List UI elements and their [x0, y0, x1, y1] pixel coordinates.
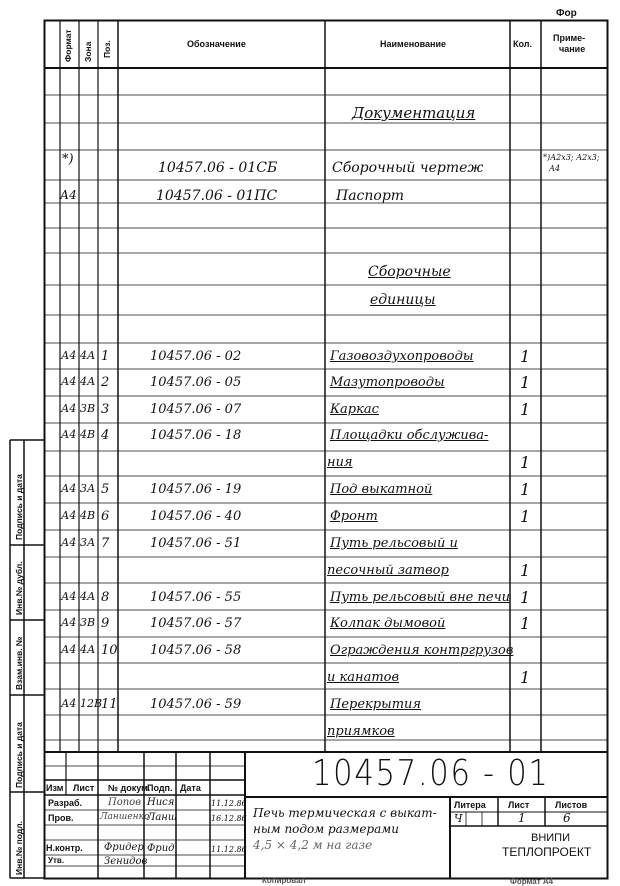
item-pos: 3	[101, 402, 110, 417]
tb-sign: Подп.	[147, 783, 173, 793]
col-header-qty: Кол.	[513, 39, 532, 49]
item-format: А4	[61, 590, 77, 603]
item-zone: 4А	[80, 375, 96, 388]
margin-sign-date-2: Подпись и дата	[14, 722, 24, 788]
tb-sign-razrab: Нися	[147, 797, 175, 808]
item-zone: 4А	[80, 349, 96, 362]
col-header-note-1: Приме-	[553, 33, 586, 43]
item-qty: 1	[520, 480, 531, 499]
item-designation: 10457.06 - 05	[150, 375, 242, 390]
tb-list: Лист	[73, 783, 95, 793]
item-designation: 10457.06 - 19	[150, 482, 242, 497]
item-format: А4	[61, 536, 77, 549]
tb-role-razrab: Разраб.	[48, 798, 83, 808]
item-zone: 4В	[80, 509, 96, 522]
doc2-designation: 10457.06 - 01ПС	[156, 188, 278, 204]
item-format: А4	[61, 402, 77, 415]
tb-date-prov: 16.12.86	[211, 814, 247, 823]
item-pos: 5	[101, 482, 110, 497]
doc1-format: *)	[62, 152, 74, 167]
item-pos: 2	[101, 375, 110, 390]
item-zone: 3В	[80, 402, 96, 415]
tb-name-prov: Ланшенко	[100, 812, 150, 822]
tb-title-1: Печь термическая с выкат-	[253, 806, 437, 820]
tb-role-utv: Утв.	[48, 856, 65, 865]
item-designation: 10457.06 - 58	[150, 643, 242, 658]
tb-name-utv: Зенидов	[104, 856, 148, 867]
item-pos: 11	[101, 697, 118, 712]
item-name: Мазутопроводы	[330, 375, 445, 390]
col-header-name: Наименование	[380, 39, 447, 49]
item-format: А4	[61, 509, 77, 522]
doc2-format: А4	[60, 188, 77, 202]
item-designation: 10457.06 - 51	[150, 536, 242, 551]
doc1-note-1: *)А2х3; А2х3;	[543, 153, 600, 162]
margin-inv-dubl: Инв.№ дубл.	[14, 561, 24, 615]
item-pos: 1	[101, 349, 110, 364]
col-header-note-2: чание	[559, 44, 586, 54]
item-qty: 1	[520, 668, 531, 687]
item-qty: 1	[520, 561, 531, 580]
item-name-cont: песочный затвор	[327, 563, 449, 578]
item-qty: 1	[520, 453, 531, 472]
tb-sign-prov: Ланш	[147, 812, 178, 823]
item-name: Путь рельсовый и	[330, 536, 458, 551]
item-name: Под выкатной	[330, 482, 433, 497]
item-name: Перекрытия	[330, 697, 422, 712]
item-format: А4	[61, 697, 77, 710]
item-qty: 1	[520, 347, 531, 366]
item-designation: 10457.06 - 40	[150, 509, 242, 524]
item-name: Путь рельсовый вне печи	[330, 590, 511, 605]
item-format: А4	[61, 428, 77, 441]
item-name-cont: и канатов	[327, 670, 400, 685]
item-zone: 4А	[80, 643, 96, 656]
tb-role-nkontr: Н.контр.	[46, 843, 83, 853]
margin-sign-date-1: Подпись и дата	[14, 474, 24, 540]
tb-role-prov: Пров.	[48, 813, 74, 823]
item-pos: 6	[101, 509, 110, 524]
item-designation: 10457.06 - 55	[150, 590, 242, 605]
item-qty: 1	[520, 373, 531, 392]
item-designation: 10457.06 - 57	[150, 616, 242, 631]
tb-org-1: ВНИПИ	[531, 832, 570, 844]
item-zone: 4В	[80, 428, 96, 441]
format-corner-label: Фор	[556, 8, 577, 19]
item-name-cont: ния	[327, 455, 353, 470]
item-name: Газовоздухопроводы	[330, 349, 474, 364]
item-qty: 1	[520, 588, 531, 607]
item-designation: 10457.06 - 59	[150, 697, 242, 712]
item-zone: 3А	[80, 536, 96, 549]
tb-name-razrab: Попов	[108, 797, 142, 808]
item-name: Ограждения контргрузов	[330, 643, 514, 658]
col-header-pos: Поз.	[102, 40, 112, 58]
tb-sheet-value: 1	[518, 811, 526, 825]
tb-date: Дата	[180, 783, 201, 793]
tb-title-2: ным подом размерами	[253, 822, 399, 836]
item-pos: 4	[101, 428, 110, 443]
item-qty: 1	[520, 614, 531, 633]
item-format: А4	[61, 616, 77, 629]
item-name: Площадки обслужива-	[330, 428, 489, 443]
item-name-cont: приямков	[327, 724, 395, 739]
item-name: Каркас	[330, 402, 379, 417]
item-format: А4	[61, 349, 77, 362]
col-header-zone: Зона	[83, 41, 93, 62]
item-format: А4	[61, 643, 77, 656]
item-designation: 10457.06 - 18	[150, 428, 242, 443]
tb-doc: № докум.	[108, 783, 151, 793]
tb-org-2: ТЕПЛОПРОЕКТ	[502, 845, 592, 859]
item-name: Фронт	[330, 509, 378, 524]
tb-sign-nkontr: Фрид	[147, 843, 175, 854]
tb-name-nkontr: Фридер	[104, 842, 144, 853]
margin-inv-podl: Инв.№ подл.	[14, 820, 24, 875]
tb-doc-number: 10457.06 - 01	[312, 753, 550, 794]
item-qty: 1	[520, 507, 531, 526]
doc2-name: Паспорт	[336, 188, 405, 204]
doc1-note-2: А4	[549, 164, 561, 173]
item-pos: 10	[101, 643, 118, 658]
tb-date-nkontr: 11.12.86	[211, 845, 247, 854]
col-header-designation: Обозначение	[187, 39, 246, 49]
tb-sheets-label: Листов	[555, 800, 588, 810]
tb-litera-label: Литера	[454, 800, 486, 810]
item-zone: 12В	[80, 697, 103, 710]
tb-title-3: 4,5 × 4,2 м на газе	[253, 838, 373, 852]
tb-date-razrab: 11.12.86	[211, 799, 247, 808]
item-pos: 9	[101, 616, 110, 631]
tb-sheet-label: Лист	[508, 800, 530, 810]
footer-copied: Копировал	[262, 876, 306, 885]
item-zone: 4А	[80, 590, 96, 603]
tb-litera-value: Ч	[454, 812, 463, 825]
tb-izm: Изм	[46, 783, 64, 793]
section-assembly-2: единицы	[370, 292, 436, 308]
tb-sheets-value: 6	[563, 811, 571, 825]
item-pos: 8	[101, 590, 110, 605]
doc1-name: Сборочный чертеж	[332, 160, 484, 176]
doc1-designation: 10457.06 - 01СБ	[158, 160, 278, 176]
item-qty: 1	[520, 400, 531, 419]
col-header-format: Формат	[63, 29, 73, 62]
item-zone: 3В	[80, 616, 96, 629]
footer-format: Формат А4	[510, 877, 554, 886]
item-format: А4	[61, 375, 77, 388]
section-documentation: Документация	[352, 104, 476, 122]
item-name: Колпак дымовой	[330, 616, 446, 631]
section-assembly-1: Сборочные	[368, 264, 451, 280]
item-designation: 10457.06 - 02	[150, 349, 242, 364]
item-format: А4	[61, 482, 77, 495]
item-designation: 10457.06 - 07	[150, 402, 242, 417]
item-pos: 7	[101, 536, 110, 551]
item-zone: 3А	[80, 482, 96, 495]
margin-vzam-inv: Взам.инв. №	[14, 636, 24, 690]
